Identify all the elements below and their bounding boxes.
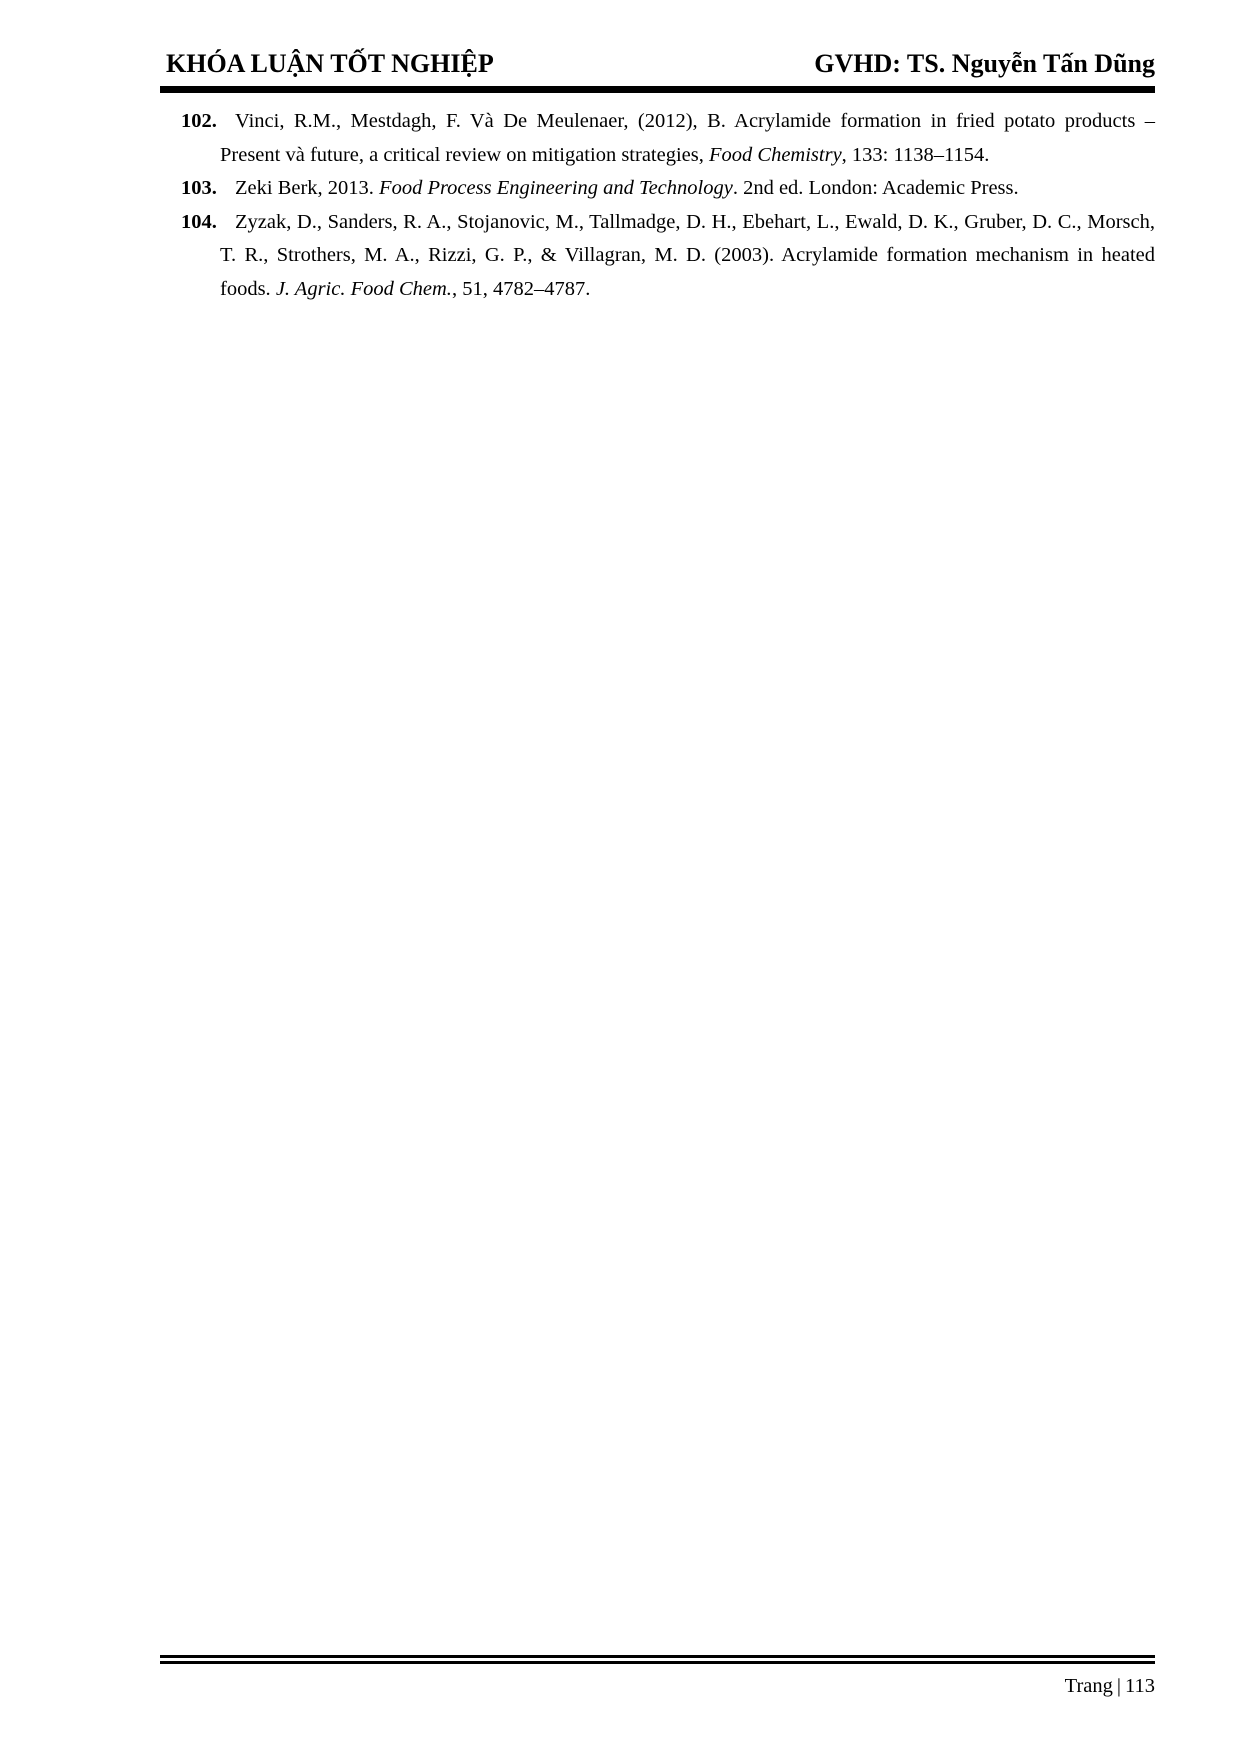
- reference-text-after: , 133: 1138–1154.: [841, 143, 990, 166]
- header-rule: [160, 86, 1155, 93]
- footer-rule: [160, 1655, 1155, 1664]
- reference-list: [160, 105, 1155, 306]
- reference-number: 102.: [181, 110, 217, 132]
- header-advisor: GVHD: TS. Nguyễn Tấn Dũng: [814, 49, 1155, 78]
- reference-entry: [181, 206, 1155, 307]
- reference-entry: [181, 105, 1155, 172]
- page-number-line: [160, 1672, 1155, 1700]
- reference-journal-italic: Food Chemistry: [709, 143, 842, 166]
- reference-journal-italic: Food Process Engineering and Technology: [379, 177, 733, 199]
- reference-text-after: . 2nd ed. London: Academic Press.: [732, 177, 1019, 199]
- page-number-value: 113: [1125, 1675, 1155, 1697]
- page-header: [160, 48, 1155, 93]
- reference-journal-italic: J. Agric. Food Chem.: [275, 277, 452, 300]
- reference-entry: [181, 172, 1155, 206]
- reference-number: 104.: [181, 210, 217, 233]
- reference-text-after: , 51, 4782–4787.: [451, 277, 591, 300]
- page-number-separator: |: [1116, 1675, 1121, 1697]
- reference-text: Zyzak, D., Sanders, R. A., Stojanovic, M., Tallmadge, D. H., Ebehart, L., Ewald, D. K., Gruber, D. C., Morsch, T. R., Strothers, M. A., Rizzi, G. P., & Villagran, M. D. (2003). Acrylamide formation mechanism in heated foods.: [220, 210, 1155, 300]
- page-footer: [160, 1655, 1155, 1700]
- page-number-label: Trang: [1064, 1675, 1113, 1697]
- header-row: [160, 48, 1155, 80]
- header-thesis-title: KHÓA LUẬN TỐT NGHIỆP: [166, 49, 494, 78]
- references-section: [160, 105, 1155, 306]
- reference-text: Vinci, R.M., Mestdagh, F. Và De Meulenaer, (2012), B. Acrylamide formation in fried potato products – Present và future, a critical review on mitigation strategies,: [220, 110, 1155, 166]
- reference-text: Zeki Berk, 2013.: [235, 177, 380, 199]
- reference-number: 103.: [181, 177, 217, 199]
